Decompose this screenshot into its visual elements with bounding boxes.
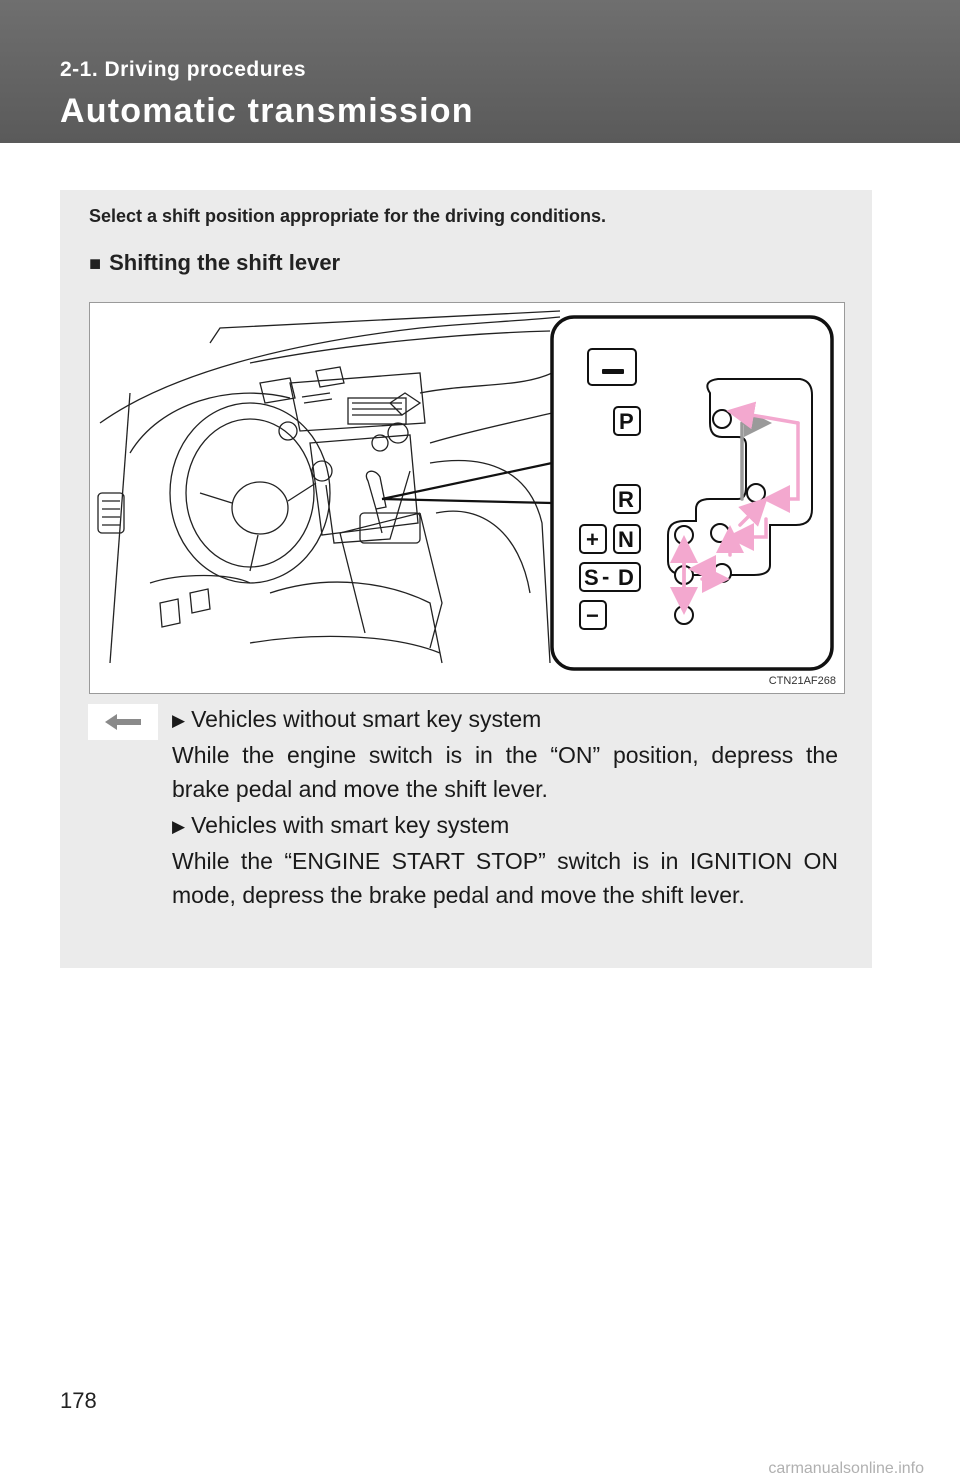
subheading xyxy=(89,250,340,276)
bullet-triangle-icon: ▶ xyxy=(172,711,186,730)
watermark: carmanualsonline.info xyxy=(768,1460,924,1477)
subheading-text: Shifting the shift lever xyxy=(109,250,341,275)
section-label: 2-1. Driving procedures xyxy=(60,58,307,81)
paragraph-body: While the “ENGINE START STOP” switch is in IGNITION ON mode, depress the brake pedal and move the shift lever. xyxy=(172,848,838,908)
page-title: Automatic transmission xyxy=(60,92,474,130)
page-number: 178 xyxy=(60,1388,97,1413)
gate-label-dash: - xyxy=(602,564,610,589)
dashboard-drawing xyxy=(98,311,560,663)
back-arrow-icon xyxy=(103,712,143,732)
content-box xyxy=(60,190,872,968)
back-button[interactable] xyxy=(88,704,158,740)
paragraph-without-smart-key xyxy=(172,702,838,806)
page-header xyxy=(0,0,960,143)
subheading-bullet: ■ xyxy=(89,253,102,275)
paragraph-heading: Vehicles with smart key system xyxy=(191,812,510,838)
paragraph-heading: Vehicles without smart key system xyxy=(191,706,542,732)
gate-label-p: P xyxy=(619,409,634,434)
gate-label-r: R xyxy=(618,487,634,512)
gate-label-d: D xyxy=(618,565,634,590)
gate-label-plus: + xyxy=(586,527,599,552)
paragraph-with-smart-key xyxy=(172,808,838,912)
intro-text: Select a shift position appropriate for the driving conditions. xyxy=(89,206,607,226)
shift-lever-illustration xyxy=(90,303,844,693)
gate-label-minus: − xyxy=(586,603,599,628)
figure-code: CTN21AF268 xyxy=(768,675,836,687)
bullet-triangle-icon: ▶ xyxy=(172,817,186,836)
shift-lever-figure xyxy=(89,302,845,694)
gate-label-n: N xyxy=(618,527,634,552)
shift-gate-inset xyxy=(552,317,832,669)
gate-label-s: S xyxy=(584,565,599,590)
paragraph-body: While the engine switch is in the “ON” position, depress the brake pedal and move the shift lever. xyxy=(172,742,838,802)
